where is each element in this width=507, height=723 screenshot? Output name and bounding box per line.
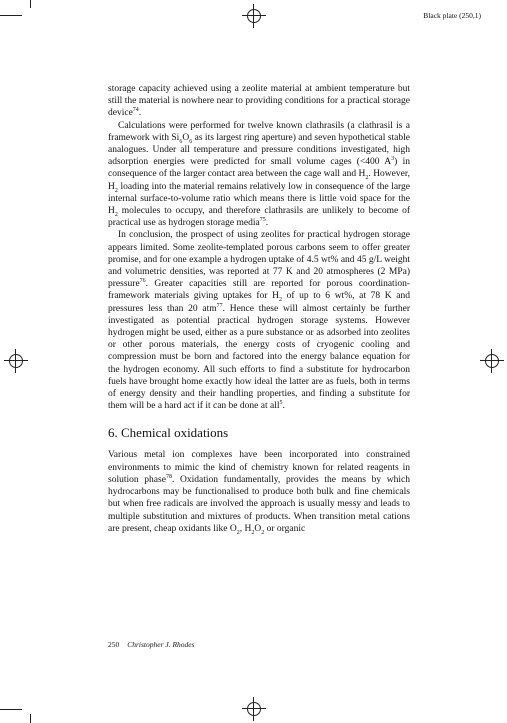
- page-number: 250: [108, 640, 120, 649]
- crop-line: [0, 15, 22, 16]
- paragraph: storage capacity achieved using a zeolite material at ambient temperature but still the material is nowhere near to providing conditions for a practical storage device$^{74}$.: [108, 84, 410, 119]
- page-body: [108, 83, 410, 535]
- page-footer: [108, 640, 195, 649]
- crop-line: [30, 714, 31, 723]
- registration-mark-top: [242, 4, 266, 28]
- registration-mark-bottom: [242, 697, 266, 721]
- paragraph: Calculations were performed for twelve known clathrasils (a clathrasil is a framework with $Si_6O_6$ as its largest ring aperture) and seven hypothetical stable analogues. Under all temperature and pressure conditions investigated, high adsorption energies were predicted for small volume cages (<400 $A^3$) in consequence of the larger contact area between the cage wall and $H_2$. However, $H_2$ loading into the material remains relatively low in consequence of the large internal surface-to-volume ratio which means there is little void space for the $H_2$ molecules to occupy, and therefore clathrasils are unlikely to become of practical use as hydrogen storage media$^{75}$.: [108, 120, 411, 229]
- plate-label: Black plate (250,1): [423, 11, 481, 20]
- paragraph: Various metal ion complexes have been incorporated into constrained environments to mimic the kind of chemistry known for related reagents in solution phase$^{78}$. Oxidation fundamentally, provides the means by which hydrocarbons may be functionalised to produce both bulk and fine chemicals but when free radicals are involved the approach is usually messy and leads to multiple substitution and mixtures of products. When transition metal cations are present, cheap oxidants like $O_2$, $H_2O_2$ or organic: [108, 450, 411, 536]
- paragraph: In conclusion, the prospect of using zeolites for practical hydrogen storage appears limited. Some zeolite-templated porous carbons seem to offer greater promise, and for one example a hydrogen uptake of 4.5 wt% and 45 g/L weight and volumetric densities, was reported at 77 K and 20 atmospheres (2 MPa) pressure$^{76}$. Greater capacities still are reported for porous coordination-framework materials giving uptakes for $H_2$ of up to 6 wt%, at 78 K and pressures less than 20 atm$^{77}$. Hence these will almost certainly be further investigated as potential practical hydrogen storage systems. However hydrogen might be used, either as a pure substance or as adsorbed into zeolites or other porous materials, the energy costs of cryogenic cooling and compression must be born and factored into the energy balance equation for the hydrogen economy. All such efforts to find a substitute for hydrocarbon fuels have brought home exactly how ideal the latter are as fuels, both in terms of energy density and their handling properties, and finding a substitute for them will be a hard act if it can be done at all$^5$.: [108, 230, 411, 412]
- registration-mark-right: [480, 349, 504, 373]
- crop-line: [0, 709, 22, 710]
- registration-mark-left: [4, 349, 28, 373]
- crop-line: [30, 0, 31, 8]
- author-name: Christopher J. Rhodes: [127, 640, 195, 649]
- section-heading: 6. Chemical oxidations: [108, 425, 229, 441]
